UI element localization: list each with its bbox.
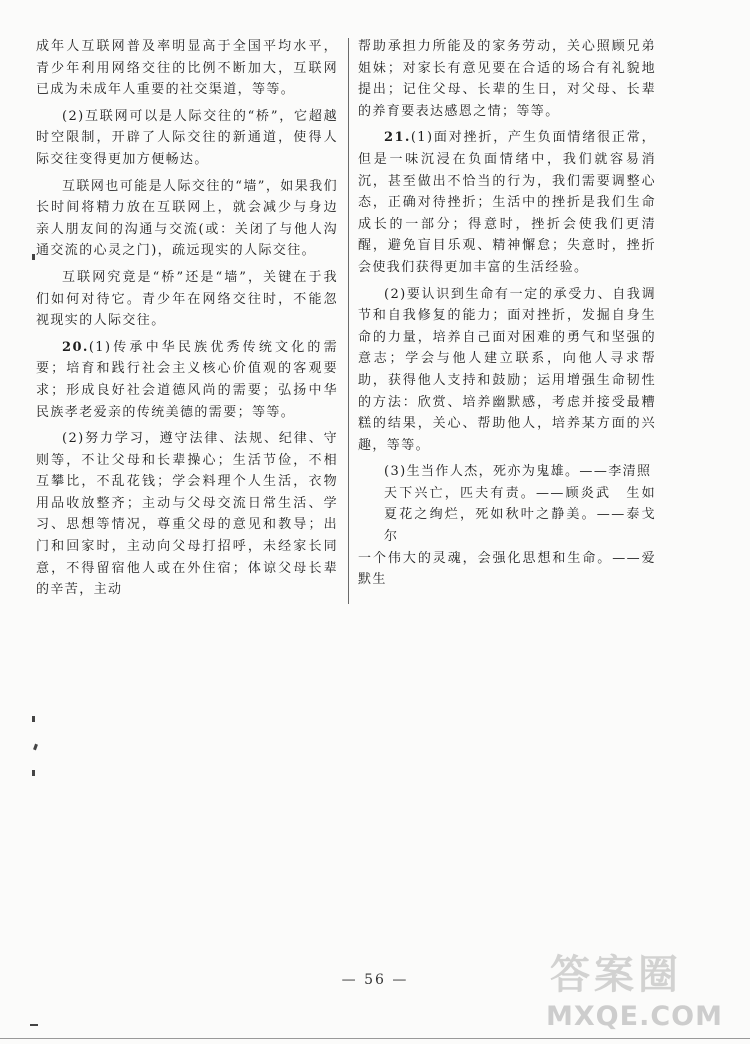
- question-21-quotes-2: 一个伟大的灵魂，会强化思想和生命。——爱默生: [358, 550, 656, 588]
- page-bottom-edge: [0, 1038, 750, 1039]
- question-21-part-1: [358, 127, 656, 278]
- question-21-part-3: (3)生当作人杰，死亦为鬼雄。——李清照: [384, 464, 652, 480]
- question-20-part-1-text: (1)传承中华民族优秀传统文化的需要；培育和践行社会主义核心价值观的客观要求；形成良好社会道德风尚的需要；弘扬中华民族孝老爱亲的传统美德的需要；等等。: [36, 339, 338, 420]
- watermark-logo: [540, 943, 745, 1038]
- watermark-top-text: 答案圈: [550, 952, 682, 998]
- page-number: — 56 —: [341, 972, 409, 988]
- left-paragraph-2: (2)互联网可以是人际交往的“桥”，它超越时空限制，开辟了人际交往的新通道，使得人际交往变得更加方便畅达。: [36, 108, 338, 167]
- left-paragraph-1: 成年人互联网普及率明显高于全国平均水平，青少年利用网络交往的比例不断加大，互联网已成为未成年人重要的社交渠道，等等。: [36, 39, 338, 98]
- right-column: [358, 36, 656, 591]
- question-21-number: 21.: [384, 130, 411, 146]
- left-paragraph-4: 互联网究竟是“桥”还是“墙”，关键在于我们如何对待它。青少年在网络交往时，不能忽视现实的人际交往。: [36, 269, 338, 329]
- margin-mark: [32, 716, 35, 722]
- margin-mark: [30, 1024, 38, 1026]
- question-20-number: 20.: [62, 339, 89, 355]
- margin-mark: [32, 770, 35, 776]
- question-21-quotes-1: 天下兴亡，匹夫有责。——顾炎武 生如夏花之绚烂，死如秋叶之静美。——泰戈尔: [384, 485, 656, 545]
- margin-mark: [32, 254, 35, 260]
- question-20-part-2: (2)努力学习，遵守法律、法规、纪律、守则等，不让父母和长辈操心；生活节俭，不相互攀比，不乱花钱；学会料理个人生活，衣物用品收放整齐；主动与父母交流日常生活、学习、思想等情况，尊重父母的意见和教导；出门和回家时，主动向父母打招呼，未经家长同意，不得留宿他人或在外住宿；体谅父母长辈的辛苦，主动: [36, 431, 338, 598]
- right-paragraph-1: 帮助承担力所能及的家务劳动，关心照顾兄弟姐妹；对家长有意见要在合适的场合有礼貌地提出；记住父母、长辈的生日，对父母、长辈的养育要表达感恩之情；等等。: [358, 39, 656, 119]
- margin-mark: [33, 744, 38, 751]
- left-paragraph-3: 互联网也可能是人际交往的“墙”，如果我们长时间将精力放在互联网上，就会减少与身边亲人朋友间的沟通与交流(或：关闭了与他人沟通交流的心灵之门)，疏远现实的人际交往。: [36, 178, 338, 259]
- column-divider: [348, 38, 349, 604]
- question-20-part-1: [36, 337, 338, 423]
- watermark-bottom-text: MXQE.COM: [546, 1001, 723, 1032]
- question-21-part-1-text: (1)面对挫折，产生负面情绪很正常，但是一味沉浸在负面情绪中，我们就容易消沉，甚至做出不恰当的行为，我们需要调整心态，正确对待挫折；生活中的挫折是我们生命成长的一部分；得意时，挫折会使我们更清醒，避免盲目乐观、精神懈怠；失意时，挫折会使我们获得更加丰富的生活经验。: [358, 130, 656, 275]
- left-column: [36, 36, 338, 601]
- question-21-part-2: (2)要认识到生命有一定的承受力、自我调节和自我修复的能力；面对挫折，发掘自身生命的力量，培养自己面对困难的勇气和坚强的意志；学会与他人建立联系，向他人寻求帮助，获得他人支持和鼓励；运用增强生命韧性的方法：欣赏、培养幽默感，考虑并接受最糟糕的结果，关心、帮助他人，培养某方面的兴趣，等等。: [358, 286, 656, 453]
